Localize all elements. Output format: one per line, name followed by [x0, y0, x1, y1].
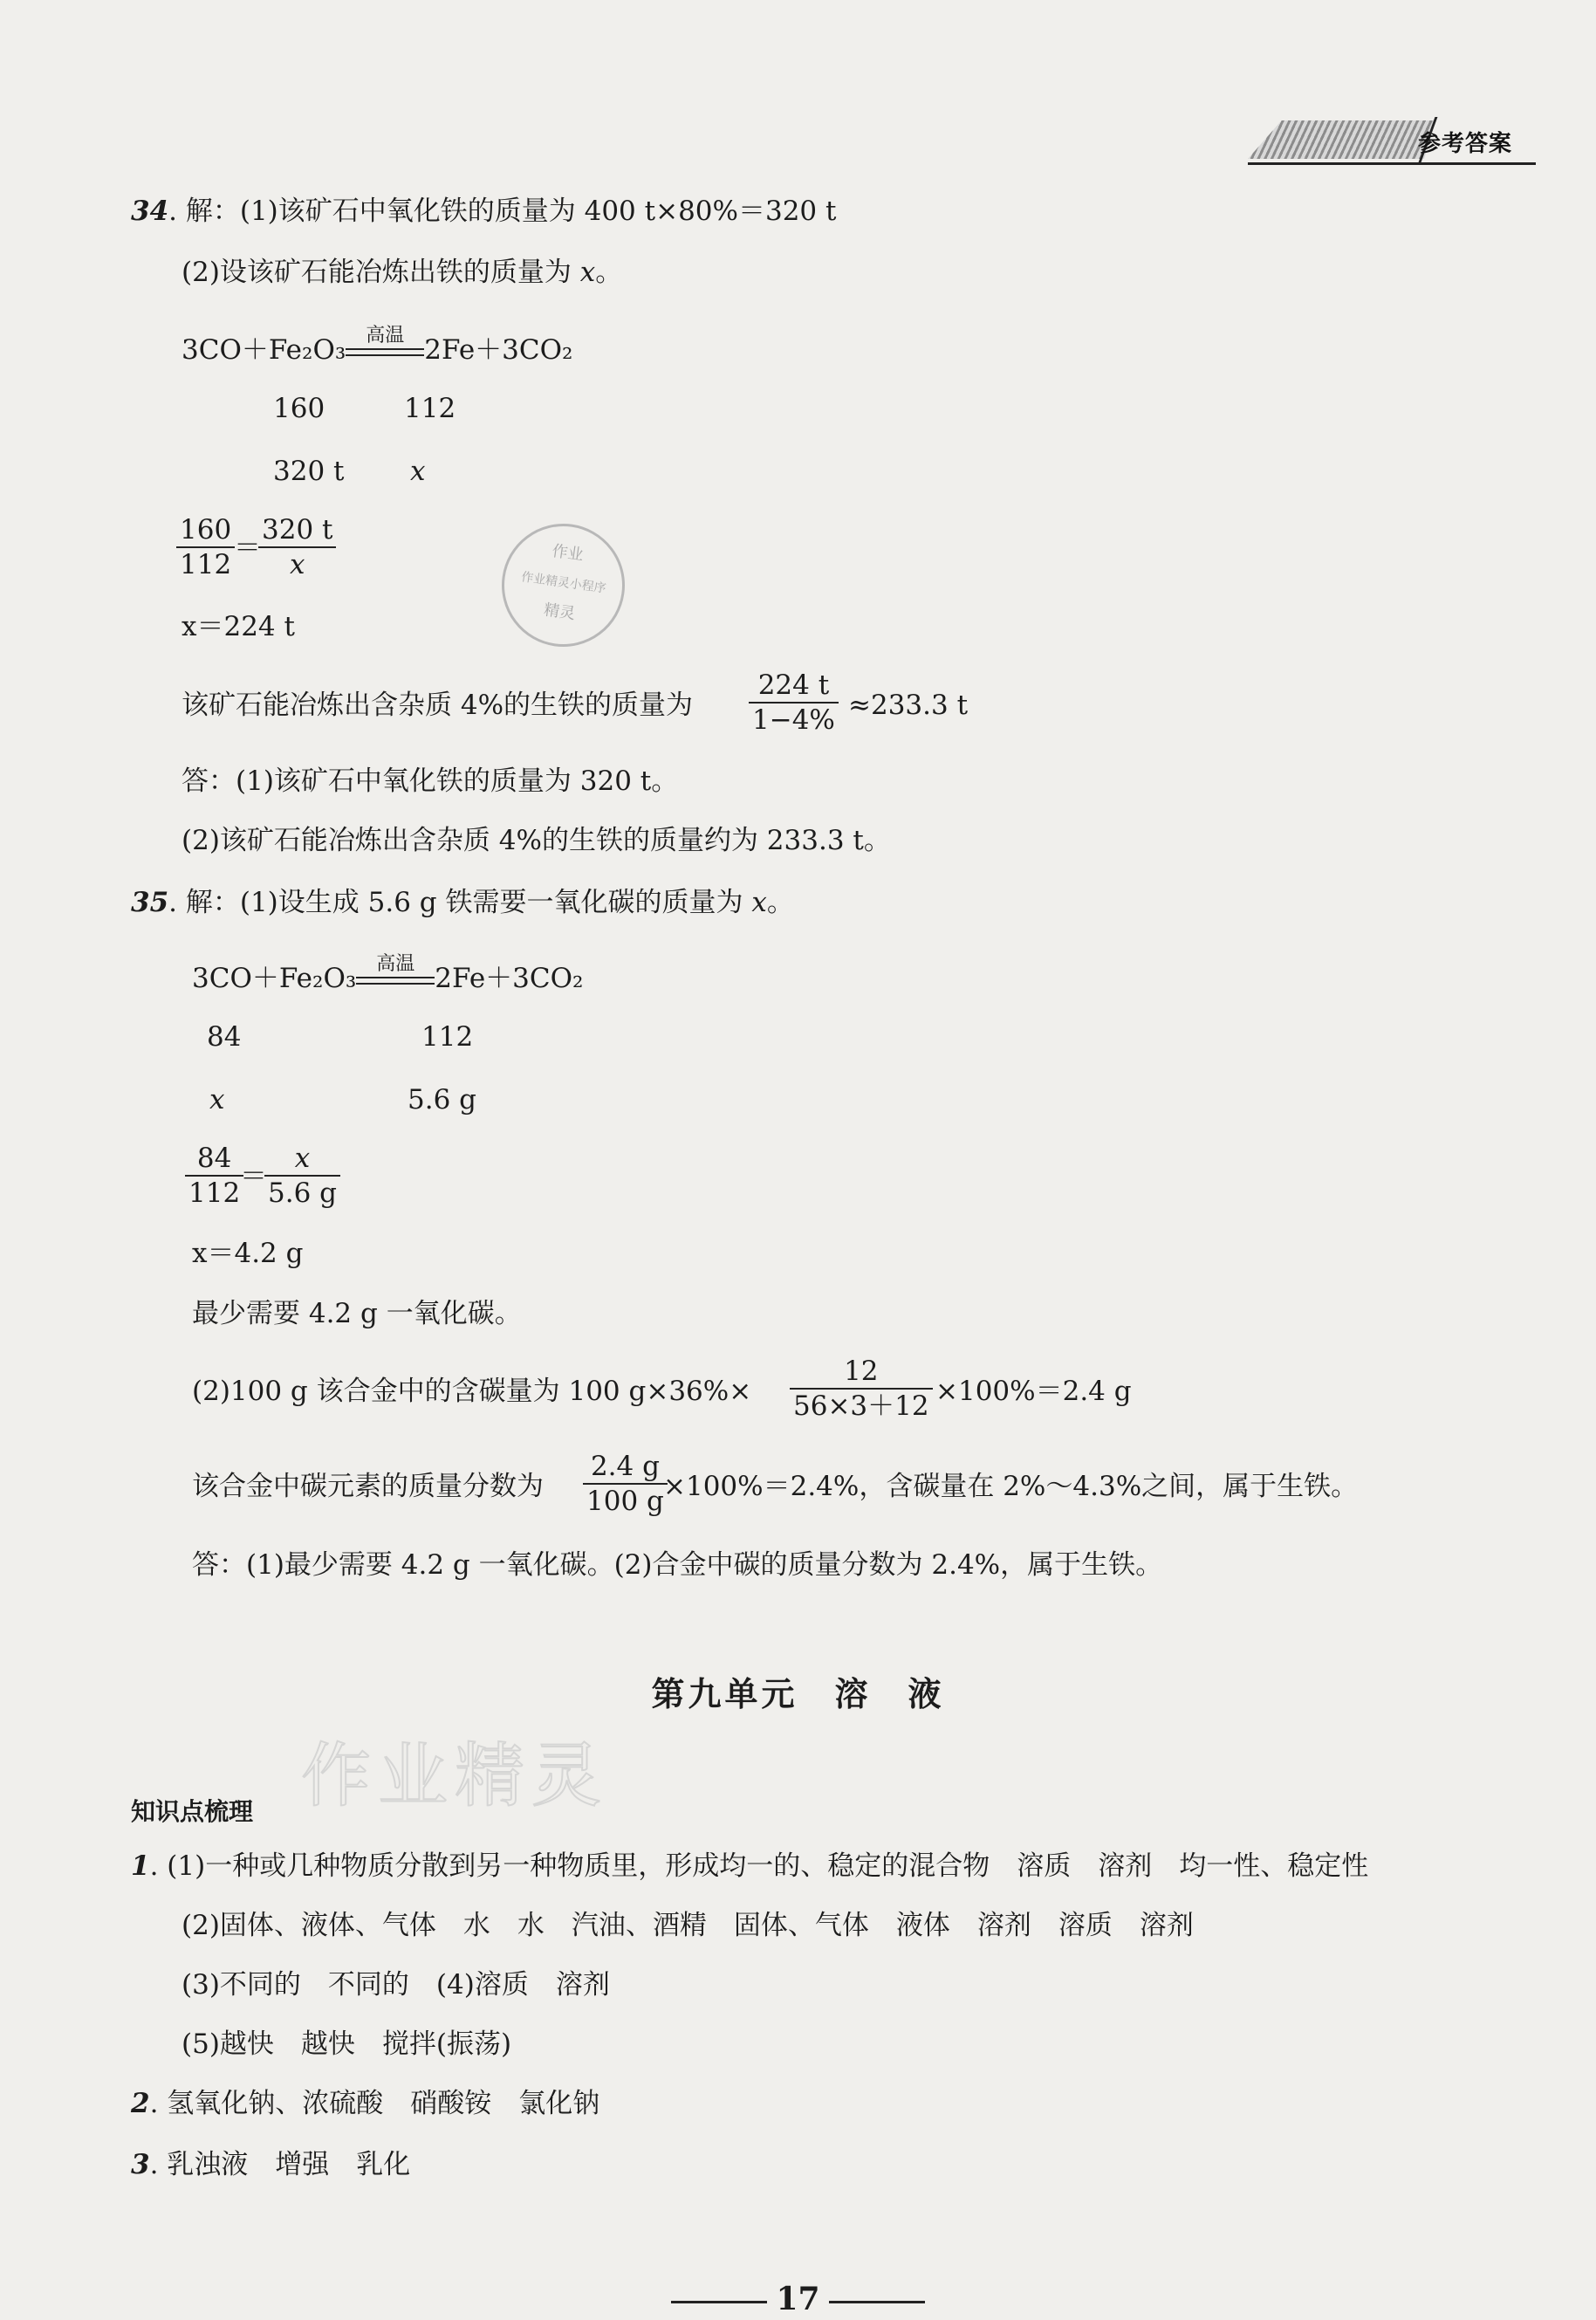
q34-step2: (2)设该矿石能冶炼出铁的质量为 [182, 257, 580, 288]
q34-step1: . 解：(1)该矿石中氧化铁的质量为 400 t×80%＝320 t [168, 196, 837, 227]
q34-eq-right: 2Fe＋3CO₂ [424, 334, 573, 366]
q34-frac-1-num: 160 [176, 515, 235, 548]
q35-frac-3-den: 56×3＋12 [793, 1390, 929, 1422]
q34-iron-post: ≈233.3 t [848, 690, 969, 721]
k3-number: 3 [131, 2149, 150, 2180]
q35-value-1: x [209, 1084, 225, 1115]
q35-frac-eq: ＝ [240, 1161, 267, 1192]
q34-iron-line [182, 690, 693, 721]
unit-title: 第九单元 溶 液 [651, 1675, 945, 1713]
q35-step1: . 解：(1)设生成 5.6 g 铁需要一氧化碳的质量为 [168, 887, 752, 918]
q35-part2-post: ×100%＝2.4 g [935, 1376, 1132, 1407]
q34-frac-2-den: x [290, 549, 305, 580]
q35-mass-1: 84 [207, 1021, 242, 1053]
k2-number: 2 [131, 2088, 150, 2119]
q35-frac-2 [264, 1143, 340, 1208]
q34-frac-3 [749, 670, 839, 735]
q35-frac-4-num: 2.4 g [583, 1452, 668, 1485]
q34-result: x＝224 t [182, 611, 295, 642]
q34-frac-2 [258, 515, 336, 580]
page-footer [0, 2281, 1596, 2317]
header-label: 参考答案 [1418, 131, 1513, 157]
q34-value-2: x [410, 456, 426, 487]
q34-eq-arrow [346, 348, 424, 356]
q35-part3-post: ×100%＝2.4%，含碳量在 2%～4.3%之间，属于生铁。 [663, 1471, 1359, 1502]
q35-part3-pre: 该合金中碳元素的质量分数为 [192, 1471, 544, 1502]
q35-eq-condition-text: 高温 [376, 953, 415, 975]
q35-frac-2-den: 5.6 g [268, 1177, 337, 1209]
q34-answer-2: (2)该矿石能冶炼出含杂质 4%的生铁的质量约为 233.3 t。 [182, 825, 891, 856]
q34-step2-end: 。 [595, 257, 623, 288]
q34-frac-eq: ＝ [234, 532, 261, 564]
homework-stamp-logo: 作业 作业精灵小程序 精灵 [494, 516, 633, 655]
page-number: 17 [776, 2281, 820, 2317]
q35-step1-var: x [751, 887, 767, 918]
k1-line-3: (3)不同的 不同的 (4)溶质 溶剂 [182, 1969, 610, 2001]
q34-frac-3-num: 224 t [749, 670, 839, 704]
q35-frac-4-den: 100 g [586, 1486, 664, 1517]
q35-line-1 [131, 887, 794, 918]
k2-text: . 氢氧化钠、浓硫酸 硝酸铵 氯化钠 [149, 2088, 600, 2119]
q34-frac-1 [176, 515, 235, 580]
q34-eq-left: 3CO＋Fe₂O₃ [182, 334, 346, 366]
q34-frac-3-den: 1−4% [752, 704, 835, 736]
k2-line [131, 2088, 599, 2119]
q35-frac-4 [583, 1452, 668, 1516]
q35-eq-right: 2Fe＋3CO₂ [435, 963, 584, 994]
q35-frac-2-num: x [264, 1143, 340, 1177]
k1-line-4: (5)越快 越快 搅拌(振荡) [182, 2028, 512, 2060]
footer-ornament-right [829, 2301, 925, 2303]
q35-equation [192, 953, 584, 1002]
q35-value-2: 5.6 g [408, 1084, 476, 1115]
q34-frac-1-den: 112 [180, 549, 232, 580]
header-rule [1248, 162, 1536, 165]
q35-frac-3 [790, 1356, 933, 1421]
q35-frac-3-num: 12 [790, 1356, 933, 1390]
k1-line-1 [131, 1850, 1368, 1882]
q34-line-1 [131, 196, 836, 227]
q34-eq-condition-text: 高温 [366, 325, 405, 347]
q35-frac-1-den: 112 [188, 1177, 241, 1209]
q34-mass-2: 112 [404, 393, 456, 424]
k3-text: . 乳浊液 增强 乳化 [149, 2149, 411, 2180]
q34-value-1: 320 t [273, 456, 345, 487]
k1-line-2: (2)固体、液体、气体 水 水 汽油、酒精 固体、气体 液体 溶剂 溶质 溶剂 [182, 1910, 1194, 1941]
q35-eq-condition [356, 954, 435, 985]
q35-step1-end: 。 [766, 887, 794, 918]
q35-least: 最少需要 4.2 g 一氧化碳。 [192, 1298, 522, 1329]
section-heading: 知识点梳理 [131, 1797, 254, 1826]
q35-frac-1-num: 84 [185, 1143, 243, 1177]
k3-line [131, 2149, 410, 2180]
q35-frac-1 [185, 1143, 243, 1208]
header-stripes [1248, 120, 1435, 159]
q34-answer-1: 答：(1)该矿石中氧化铁的质量为 320 t。 [182, 765, 679, 797]
q34-number: 34 [131, 196, 169, 227]
q35-eq-left: 3CO＋Fe₂O₃ [192, 963, 357, 994]
q34-step2-var: x [579, 257, 596, 288]
q34-iron-pre: 该矿石能冶炼出含杂质 4%的生铁的质量为 [182, 690, 694, 721]
watermark-logo: 作业精灵 [301, 1735, 608, 1816]
q35-eq-arrow [356, 977, 435, 985]
q35-part2-pre: (2)100 g 该合金中的含碳量为 100 g×36%× [192, 1376, 752, 1407]
q34-equation [182, 325, 573, 374]
k1-number: 1 [131, 1850, 150, 1882]
q34-mass-1: 160 [273, 393, 325, 424]
k1-text-1: . (1)一种或几种物质分散到另一种物质里，形成均一的、稳定的混合物 溶质 溶剂 均一性、稳定性 [149, 1850, 1369, 1882]
q34-frac-2-num: 320 t [258, 515, 336, 548]
q35-mass-2: 112 [421, 1021, 474, 1053]
q34-line-2 [182, 257, 622, 288]
footer-ornament-left [671, 2301, 767, 2303]
q35-result: x＝4.2 g [192, 1238, 304, 1269]
q35-answer: 答：(1)最少需要 4.2 g 一氧化碳。(2)合金中碳的质量分数为 2.4%，属于生铁。 [192, 1549, 1163, 1581]
q34-eq-condition [346, 326, 424, 356]
q35-number: 35 [131, 887, 169, 918]
